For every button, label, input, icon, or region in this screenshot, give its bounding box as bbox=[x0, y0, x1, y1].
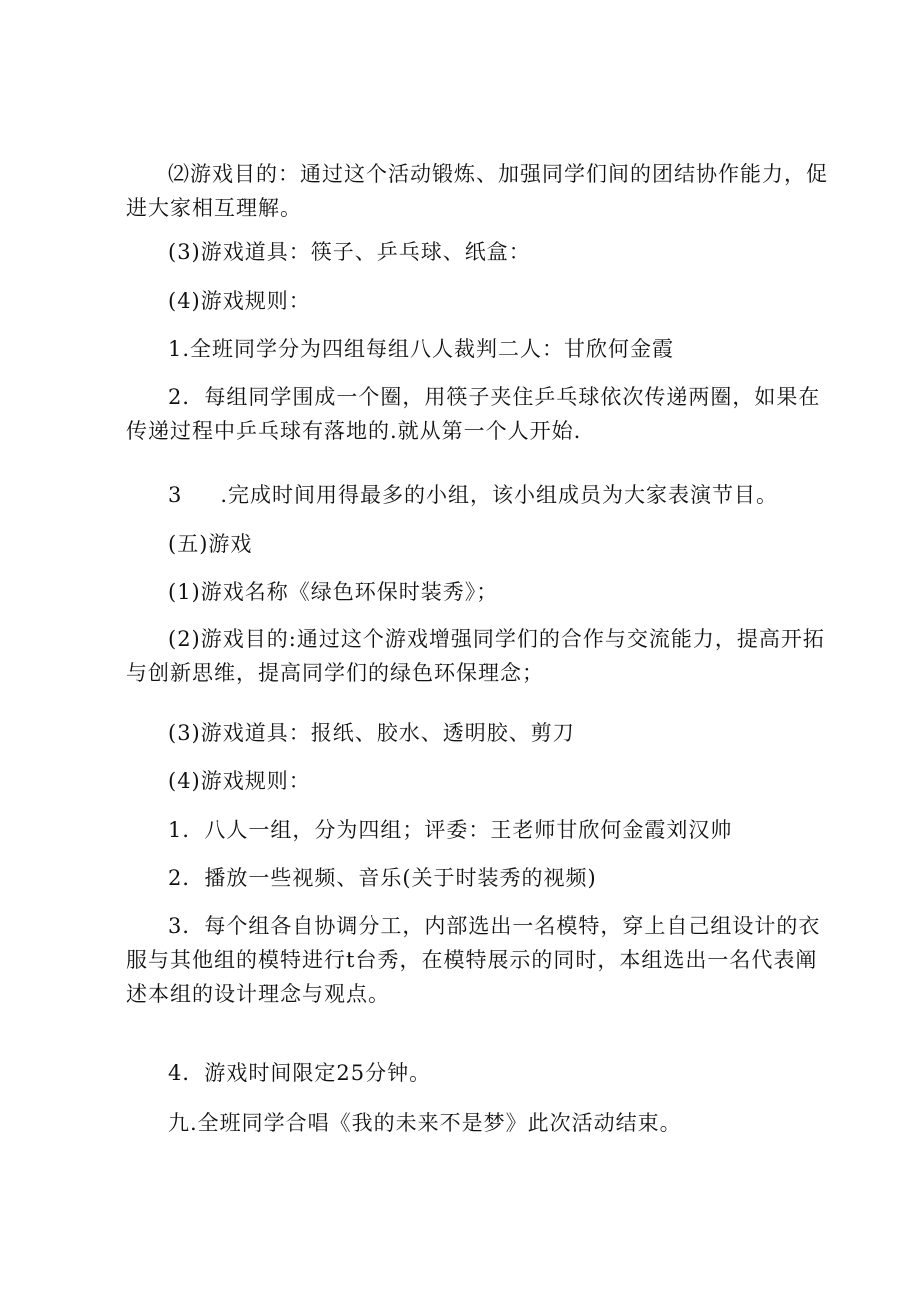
paragraph-section-nine: 九.全班同学合唱《我的未来不是梦》此次活动结束。 bbox=[168, 1111, 682, 1135]
paragraph-game-props: (3)游戏道具：筷子、乒乓球、纸盒： bbox=[168, 240, 531, 264]
paragraph-rule-1: 1.全班同学分为四组每组八人裁判二人：甘欣何金霞 bbox=[168, 337, 675, 361]
paragraph-game-purpose-2: (2)游戏目的:通过这个游戏增强同学们的合作与交流能力，提高开拓与创新思维，提高同学们的绿色环保理念； bbox=[126, 627, 825, 685]
paragraph-rule-2-2: 2．播放一些视频、音乐(关于时装秀的视频) bbox=[168, 866, 597, 890]
paragraph-game-rules-heading: (4)游戏规则： bbox=[168, 289, 311, 313]
rule-3-number: 3 bbox=[168, 483, 183, 507]
paragraph-rule-2-3: 3．每个组各自协调分工，内部选出一名模特，穿上自己组设计的衣服与其他组的模特进行t台秀，在模特展示的同时，本组选出一名代表阐述本组的设计理念与观点。 bbox=[126, 914, 821, 1006]
paragraph-rule-2-1: 1．八人一组，分为四组；评委：王老师甘欣何金霞刘汉帅 bbox=[168, 818, 733, 842]
paragraph-rule-2: 2．每组同学围成一个圈，用筷子夹住乒乓球依次传递两圈，如果在传递过程中乒乓球有落地的.就从第一个人开始. bbox=[126, 385, 821, 443]
paragraph-game-props-2: (3)游戏道具：报纸、胶水、透明胶、剪刀 bbox=[168, 721, 575, 745]
paragraph-game-purpose: ⑵游戏目的：通过这个活动锻炼、加强同学们间的团结协作能力，促进大家相互理解。 bbox=[126, 162, 828, 220]
paragraph-section-five-game: (五)游戏 bbox=[168, 532, 253, 556]
paragraph-rule-2-4: 4．游戏时间限定25分钟。 bbox=[168, 1061, 432, 1085]
paragraph-game-rules-heading-2: (4)游戏规则： bbox=[168, 769, 311, 793]
paragraph-game-name: (1)游戏名称《绿色环保时装秀》； bbox=[168, 580, 499, 604]
paragraph-rule-3 bbox=[126, 478, 832, 512]
rule-3-text: .完成时间用得最多的小组，该小组成员为大家表演节目。 bbox=[220, 483, 779, 507]
